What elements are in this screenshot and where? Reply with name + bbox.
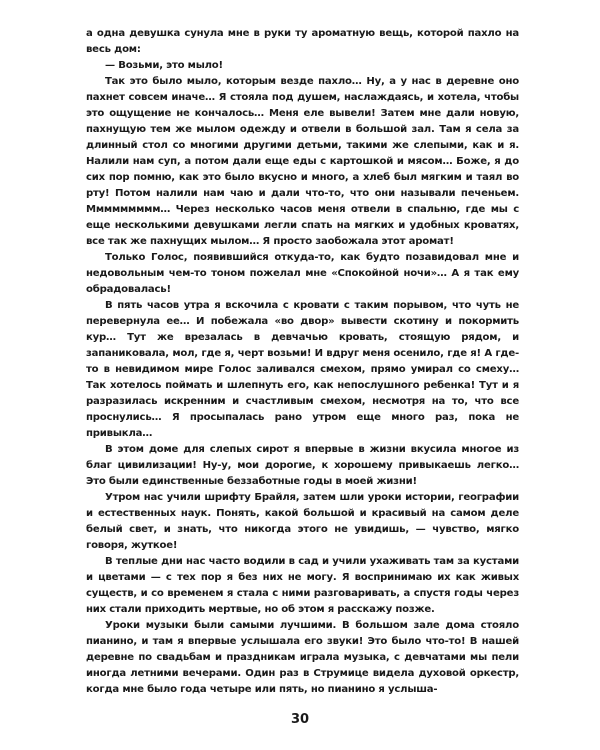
paragraph-3: Так это было мыло, которым везде пахло… Ну, а у нас в деревне оно пахнет совсем иначе… Я стояла под душем, наслаждаясь, и хотела, чтобы это ощущение не кончалось… Меня еле вывели! Затем мне дали новую, пахнущую тем же мылом одежду и отвели в большой зал. Там я села за длинный стол со многими другими детьми, такими же слепыми, как и я. Налили нам суп, а потом дали еще еды с картошкой и мясом… Боже, я до сих пор помню, как это было вкусно и много, а хлеб был мягким и таял во рту! Потом налили нам чаю и дали что-то, что они называли печеньем. Ммммммммм… Через несколько часов меня отвели в спальню, где мы с еще несколькими девушками легли спать на мягких и удобных кроватях, все так же пахнущих мылом… Я просто зaобожала этот аромат! — [86, 76, 519, 247]
page-text — [86, 26, 519, 698]
paragraph-6: В этом доме для слепых сирот я впервые в жизни вкусила многое из благ цивилизации! Ну-у, мои дорогие, к хорошему привыкаешь легко… Это были единственные беззаботные годы в моей жизни! — [86, 444, 519, 487]
page-number: 30 — [290, 712, 310, 727]
paragraph-9: Уроки музыки были самыми лучшими. В большом зале дома стояло пианино, и там я впервые услышала его звуки! Это было что-то! В нашей деревне по свадьбам и праздникам играла музыка, с девчатами мы пели иногда летними вечерами. Один раз в Струмице видела духовой оркестр, когда мне было года четыре или пять, но пианино я услыша- — [86, 620, 519, 695]
paragraph-7: Утром нас учили шрифту Брайля, затем шли уроки истории, географии и естественных наук. Понять, какой большой и красивый на самом деле белый свет, и знать, что никогда этого не увидишь, — чувство, мягко говоря, жуткое! — [86, 492, 519, 551]
paragraph-5: В пять часов утра я вскочила с кровати с таким порывом, что чуть не перевернула ее… И побежала «во двор» вывести скотину и покормить кур… Тут же врезалась в девчачью кровать, стоящую рядом, и запаниковала, мол, где я, черт возьми! И вдруг меня осенило, где я! А где-то в невидимом мире Голос заливался смехом, прямо умирал со смеху… Так хотелось поймать и шлепнуть его, как непослушного ребенка! Тут и я разразилась искренним и счастливым смехом, несмотря на то, что все проснулись… Я просыпалась рано утром еще много раз, пока не привыкла… — [86, 300, 519, 439]
paragraph-4: Только Голос, появившийся откуда-то, как будто позавидовал мне и недовольным чем-то тоном пожелал мне «Спокойной ночи»… А я так ему обрадовалась! — [86, 252, 519, 295]
paragraph-8: В теплые дни нас часто водили в сад и учили ухаживать там за кустами и цветами — с тех пор я без них не могу. Я воспринимаю их как живых существ, и со временем я стала с ними разговаривать, а спустя годы через них стали приходить мертвые, но об этом я расскажу позже. — [86, 556, 519, 615]
paragraph-1: а одна девушка сунула мне в руки ту ароматную вещь, которой пахло на весь дом: — [86, 28, 519, 55]
paragraph-2: — Возьми, это мыло! — [105, 60, 223, 71]
